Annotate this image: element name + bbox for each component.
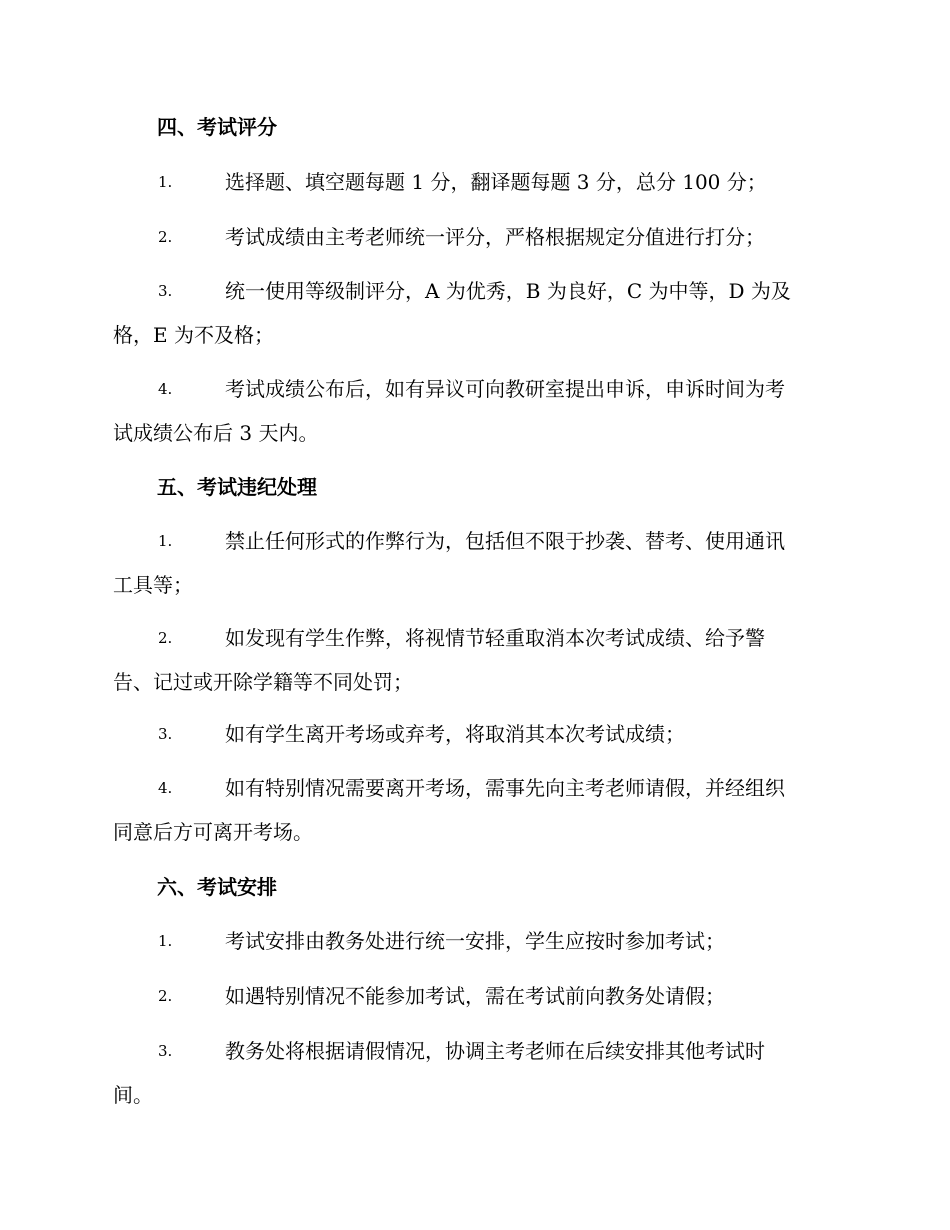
item-number: 3. bbox=[158, 725, 173, 743]
item-text-continued: 试成绩公布后 3 天内。 bbox=[113, 421, 319, 445]
item-number: 2. bbox=[158, 228, 173, 246]
item-text: 如发现有学生作弊，将视情节轻重取消本次考试成绩、给予警 bbox=[225, 626, 765, 650]
item-text-continued: 同意后方可离开考场。 bbox=[113, 820, 313, 844]
list-item bbox=[113, 215, 837, 259]
item-number: 2. bbox=[158, 987, 173, 1005]
item-text: 如遇特别情况不能参加考试，需在考试前向教务处请假； bbox=[225, 984, 725, 1008]
item-text-continued: 告、记过或开除学籍等不同处罚； bbox=[113, 670, 413, 694]
section-heading-arrangement: 六、考试安排 bbox=[157, 875, 277, 899]
list-item bbox=[113, 616, 837, 704]
item-number: 2. bbox=[158, 629, 173, 647]
list-item bbox=[113, 269, 837, 357]
list-item bbox=[113, 160, 837, 204]
item-text: 选择题、填空题每题 1 分，翻译题每题 3 分，总分 100 分； bbox=[225, 170, 767, 194]
item-number: 3. bbox=[158, 282, 173, 300]
list-item bbox=[113, 712, 837, 756]
item-text-continued: 工具等； bbox=[113, 573, 193, 597]
item-text: 考试成绩由主考老师统一评分，严格根据规定分值进行打分； bbox=[225, 225, 765, 249]
list-item bbox=[113, 766, 837, 854]
section-heading-scoring: 四、考试评分 bbox=[157, 115, 277, 139]
item-number: 1. bbox=[158, 932, 173, 950]
item-number: 3. bbox=[158, 1042, 173, 1060]
item-text-continued: 间。 bbox=[113, 1083, 153, 1107]
item-text: 统一使用等级制评分，A 为优秀，B 为良好，C 为中等，D 为及 bbox=[225, 279, 791, 303]
section-heading-discipline: 五、考试违纪处理 bbox=[157, 475, 317, 499]
item-text: 考试安排由教务处进行统一安排，学生应按时参加考试； bbox=[225, 929, 725, 953]
list-item bbox=[113, 1029, 837, 1117]
list-item bbox=[113, 367, 837, 455]
item-text-continued: 格，E 为不及格； bbox=[113, 323, 274, 347]
item-text: 禁止任何形式的作弊行为，包括但不限于抄袭、替考、使用通讯 bbox=[225, 529, 785, 553]
item-number: 4. bbox=[158, 779, 173, 797]
item-number: 4. bbox=[158, 380, 173, 398]
list-item bbox=[113, 974, 837, 1018]
item-number: 1. bbox=[158, 532, 173, 550]
item-text: 如有特别情况需要离开考场，需事先向主考老师请假，并经组织 bbox=[225, 776, 785, 800]
item-text: 如有学生离开考场或弃考，将取消其本次考试成绩； bbox=[225, 722, 685, 746]
list-item bbox=[113, 519, 837, 607]
list-item bbox=[113, 919, 837, 963]
item-number: 1. bbox=[158, 173, 173, 191]
item-text: 考试成绩公布后，如有异议可向教研室提出申诉，申诉时间为考 bbox=[225, 377, 785, 401]
item-text: 教务处将根据请假情况，协调主考老师在后续安排其他考试时 bbox=[225, 1039, 765, 1063]
